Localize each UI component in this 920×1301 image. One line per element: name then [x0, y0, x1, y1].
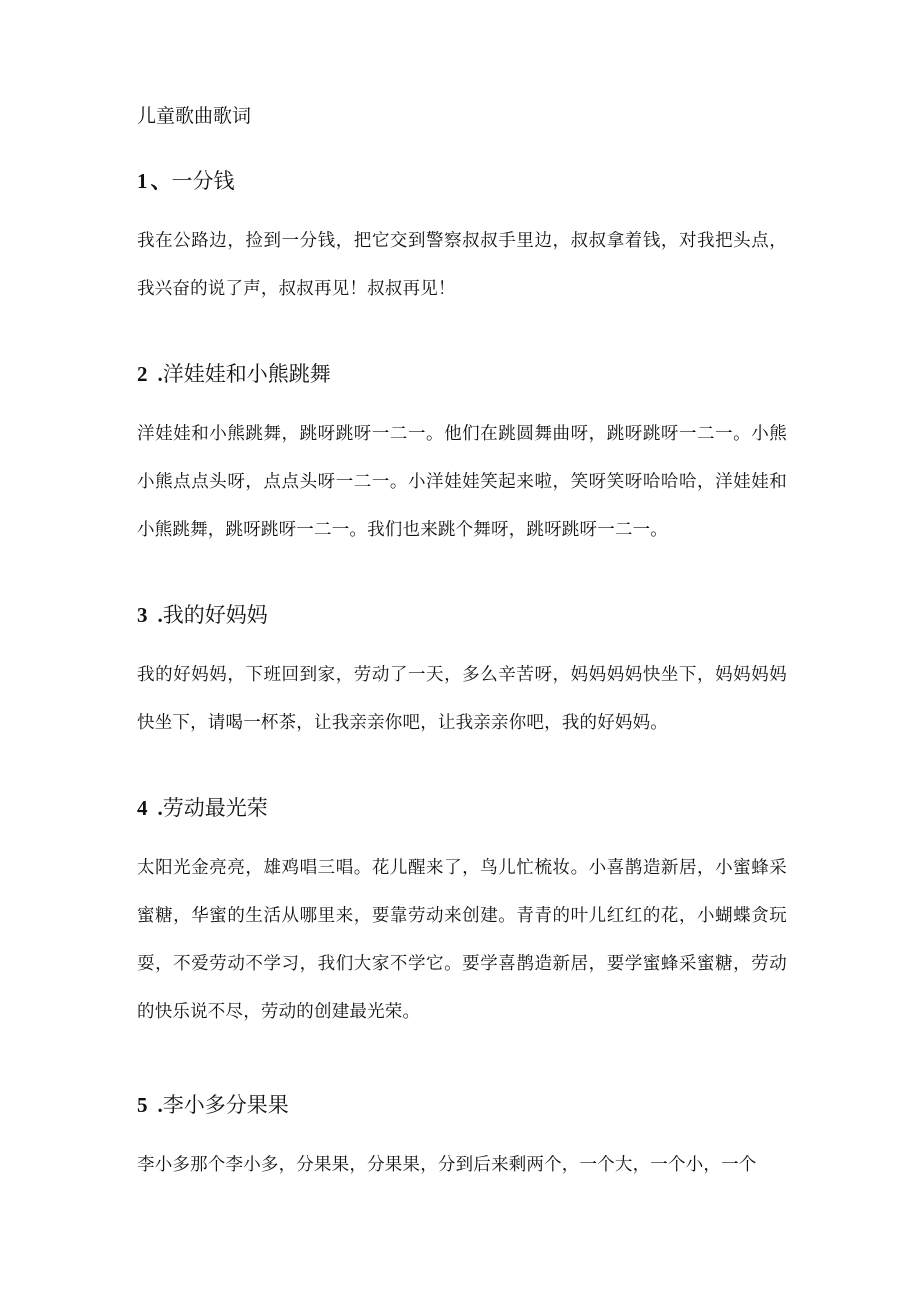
song-number: 1: [137, 169, 148, 193]
song-number: 3: [137, 603, 148, 627]
song-number: 5: [137, 1093, 148, 1117]
song-heading: [137, 597, 787, 633]
song-heading: [137, 790, 787, 826]
song-separator: .: [157, 603, 163, 627]
song-separator: .: [157, 1093, 163, 1117]
song-title: 劳动最光荣: [162, 796, 268, 820]
song-heading: [137, 163, 787, 199]
song-number: 2: [137, 362, 148, 386]
song-lyrics: 我在公路边，捡到一分钱，把它交到警察叔叔手里边，叔叔拿着钱，对我把头点，我兴奋的说了声，叔叔再见！叔叔再见！: [137, 231, 787, 299]
song-separator: .: [157, 796, 163, 820]
song-section: [137, 356, 787, 554]
song-section: [137, 790, 787, 1036]
song-heading: [137, 356, 787, 392]
document-title: 儿童歌曲歌词: [137, 105, 252, 127]
song-title: 我的好妈妈: [162, 603, 268, 627]
song-heading: [137, 1087, 787, 1123]
song-lyrics: 洋娃娃和小熊跳舞，跳呀跳呀一二一。他们在跳圆舞曲呀，跳呀跳呀一二一。小熊小熊点点头呀，点点头呀一二一。小洋娃娃笑起来啦，笑呀笑呀哈哈哈，洋娃娃和小熊跳舞，跳呀跳呀一二一。我们也来跳个舞呀，跳呀跳呀一二一。: [137, 424, 787, 540]
song-section: [137, 597, 787, 747]
song-lyrics: 太阳光金亮亮，雄鸡唱三唱。花儿醒来了，鸟儿忙梳妆。小喜鹊造新居，小蜜蜂采蜜糖，华蜜的生活从哪里来，要靠劳动来创建。青青的叶儿红红的花，小蝴蝶贪玩耍，不爱劳动不学习，我们大家不学它。要学喜鹊造新居，要学蜜蜂采蜜糖，劳动的快乐说不尽，劳动的创建最光荣。: [137, 858, 787, 1022]
song-lyrics: 我的好妈妈，下班回到家，劳动了一天，多么辛苦呀，妈妈妈妈快坐下，妈妈妈妈快坐下，请喝一杯茶，让我亲亲你吧，让我亲亲你吧，我的好妈妈。: [137, 665, 787, 733]
song-lyrics: 李小多那个李小多，分果果，分果果，分到后来剩两个，一个大，一个小，一个: [137, 1155, 757, 1175]
song-section: [137, 1087, 787, 1189]
song-separator: .: [157, 362, 163, 386]
song-title: 一分钱: [171, 169, 235, 193]
song-section: [137, 163, 787, 313]
song-separator: 、: [150, 169, 172, 193]
song-title: 洋娃娃和小熊跳舞: [162, 362, 331, 386]
song-title: 李小多分果果: [162, 1093, 289, 1117]
song-number: 4: [137, 796, 148, 820]
